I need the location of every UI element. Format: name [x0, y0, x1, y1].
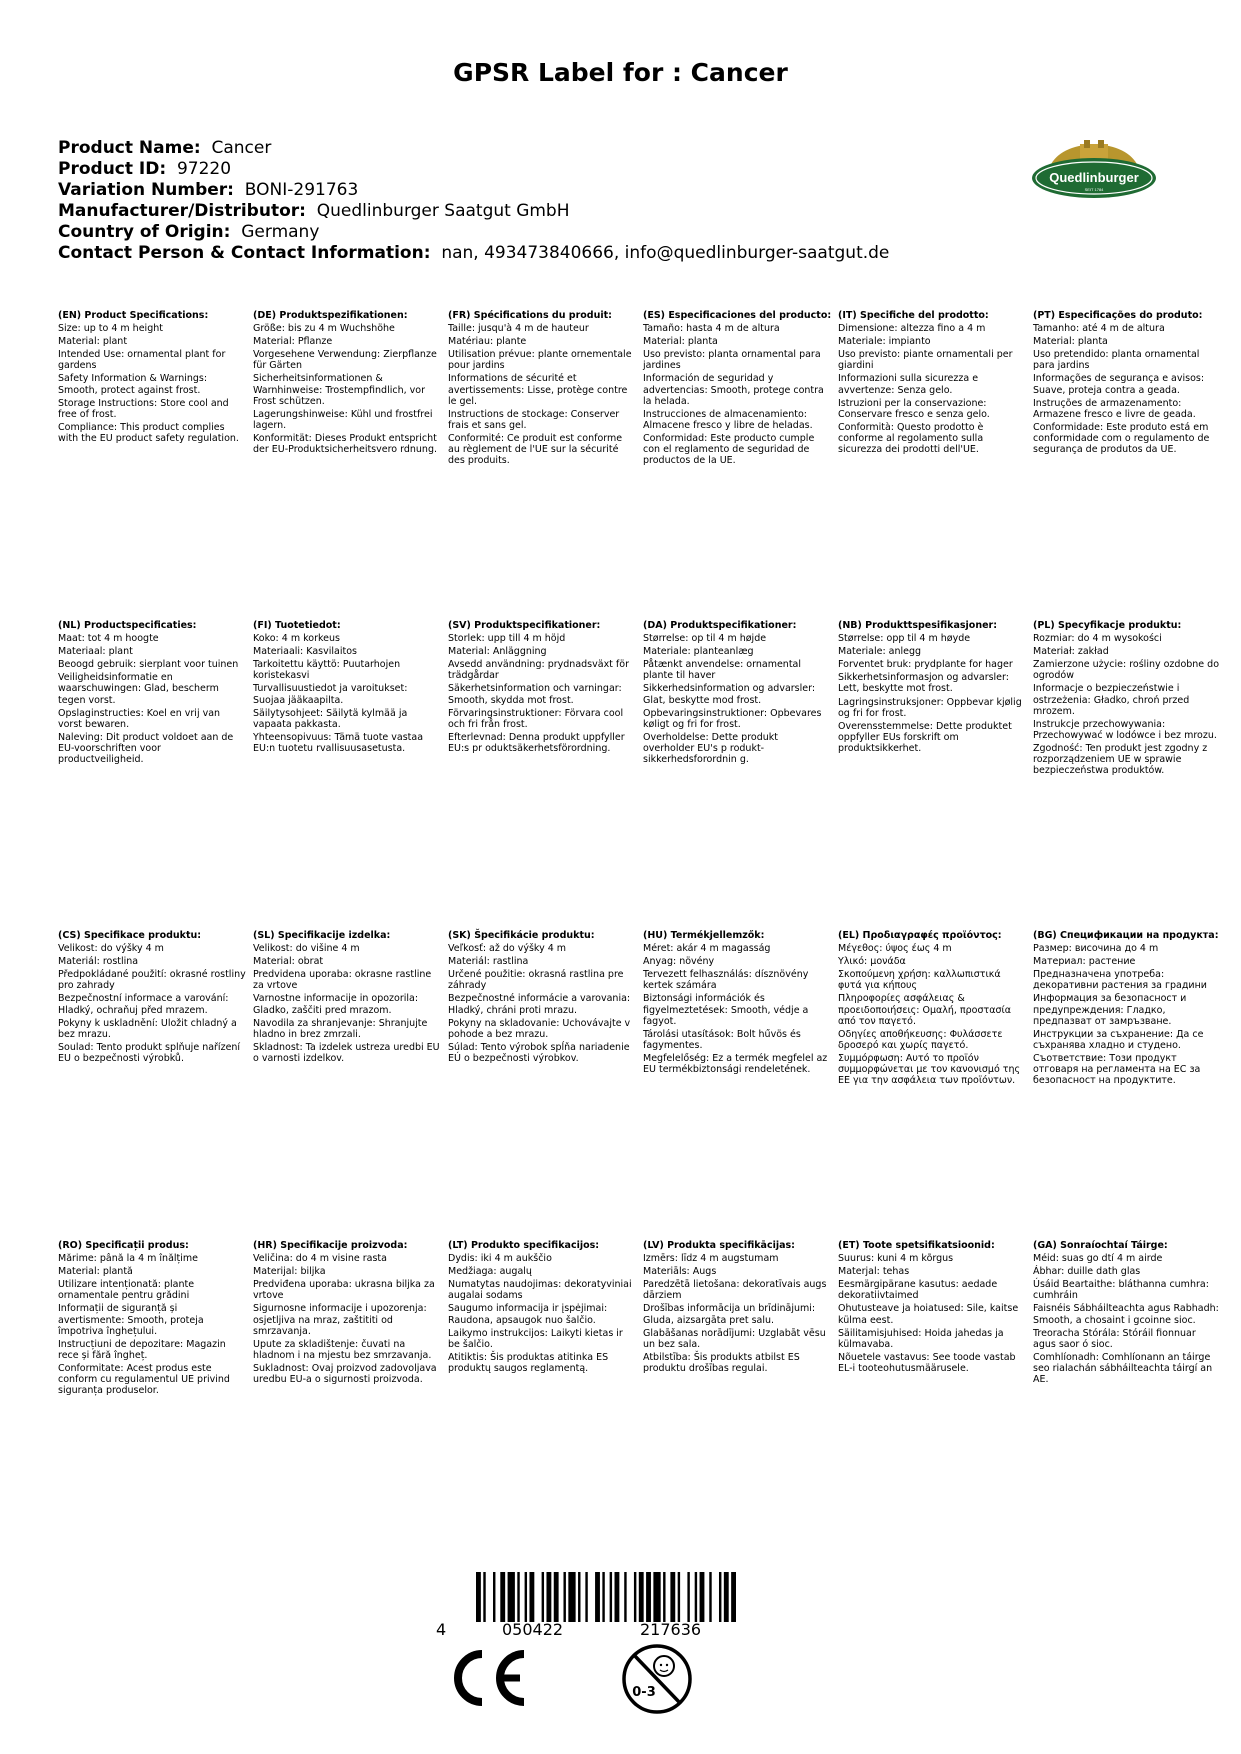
spec-heading: (LT) Produkto specifikacijos: — [448, 1240, 600, 1251]
barcode-bar — [709, 1572, 711, 1622]
spec-line: Οδηγίες αποθήκευσης: Φυλάσσετε δροσερό και χωρίς παγετό. — [838, 1028, 1003, 1051]
spec-line: Biztonsági információk és figyelmeztetések: Smooth, védje a fagyot. — [643, 993, 809, 1027]
spec-line: Tervezett felhasználás: dísznövény kertek számára — [643, 969, 809, 992]
spec-line: Lagringsinstruksjoner: Oppbevar kjølig og fri for frost. — [838, 696, 1022, 719]
spec-line: Předpokládané použití: okrasné rostliny pro zahrady — [58, 969, 246, 992]
spec-line: Velikost: do výšky 4 m — [58, 943, 164, 955]
spec-line: Eesmärgipärane kasutus: aedade dekoratiivtaimed — [838, 1279, 998, 1302]
product-info — [58, 138, 889, 264]
spec-line: Instrucciones de almacenamiento: Almacene fresco y libre de heladas. — [643, 408, 813, 431]
spec-line: Størrelse: opp til 4 m høyde — [838, 633, 971, 645]
spec-line: Navodila za shranjevanje: Shranjujte hladno in brez zmrzali. — [253, 1017, 428, 1040]
spec-line: Instructions de stockage: Conserver frais et sans gel. — [448, 408, 620, 431]
info-value: 97220 — [176, 159, 232, 179]
barcode-bar — [508, 1572, 515, 1622]
spec-line: Beoogd gebruik: sierplant voor tuinen — [58, 659, 239, 671]
page-title: GPSR Label for : Cancer — [453, 58, 788, 87]
spec-line: Información de seguridad y advertencias: Smooth, protege contra la helada. — [643, 373, 824, 407]
age-warning-label: 0-3 — [632, 1685, 656, 1700]
barcode-bar — [546, 1572, 551, 1622]
spec-line: Μέγεθος: ύψος έως 4 m — [838, 943, 952, 955]
barcode-bar — [529, 1572, 534, 1622]
spec-line: Predvidena uporaba: okrasne rastline za vrtove — [253, 969, 432, 992]
spec-block — [58, 310, 246, 444]
spec-line: Faisnéis Sábháilteachta agus Rabhadh: Smooth, a chosaint i gcoinne sioc. — [1033, 1303, 1219, 1326]
spec-line: Drošības informācija un brīdinājumi: Gluda, aizsargāta pret salu. — [643, 1303, 816, 1326]
spec-block — [643, 930, 831, 1075]
spec-line: Größe: bis zu 4 m Wuchshöhe — [253, 323, 395, 335]
spec-line: Предназначена употреба: декоративни растения за градини — [1033, 969, 1207, 992]
info-value: Cancer — [211, 138, 272, 158]
spec-line: Информация за безопасност и предупреждения: Гладко, предпазват от замръзване. — [1033, 993, 1187, 1027]
spec-line: Overholdelse: Dette produkt overholder EU's p roduktsikkerhedsforordnin g. — [643, 731, 778, 766]
spec-line: Conformidade: Este produto está em conformidade com o regulamento de segurança de produtos da UE. — [1033, 421, 1210, 456]
spec-line: Material: Pflanze — [253, 336, 333, 348]
barcode-bar — [634, 1572, 636, 1622]
spec-line: Συμμόρφωση: Αυτό το προϊόν συμμορφώνεται με τον κανονισμό της ΕΕ για την ασφάλεια των προϊόντων. — [838, 1052, 1021, 1087]
spec-line: Určené použitie: okrasná rastlina pre záhrady — [448, 969, 624, 992]
spec-line: Инструкции за съхранение: Да се съхранява хладно и студено. — [1033, 1028, 1204, 1051]
info-label: Manufacturer/Distributor: — [58, 201, 306, 221]
info-row — [58, 201, 889, 222]
spec-heading: (PL) Specyfikacje produktu: — [1033, 620, 1182, 631]
spec-heading: (EN) Product Specifications: — [58, 310, 209, 321]
spec-line: Istruzioni per la conservazione: Conservare fresco e senza gelo. — [838, 397, 990, 420]
info-row — [58, 243, 889, 264]
spec-line: Conformitate: Acest produs este conform cu regulamentul UE privind siguranța produselor. — [58, 1362, 230, 1397]
spec-line: Størrelse: op til 4 m højde — [643, 633, 767, 645]
spec-block — [1033, 620, 1221, 776]
spec-line: Súlad: Tento výrobok spĺňa nariadenie EÚ o bezpečnosti výrobkov. — [448, 1041, 630, 1064]
spec-line: Materiale: impianto — [838, 336, 931, 348]
spec-line: Σκοπούμενη χρήση: καλλωπιστικά φυτά για κήπους — [838, 969, 1001, 992]
spec-block — [58, 620, 246, 765]
barcode-bar — [700, 1572, 705, 1622]
spec-line: Soulad: Tento produkt splňuje nařízení EU o bezpečnosti výrobků. — [58, 1041, 241, 1064]
spec-line: Medžiaga: augalų — [448, 1266, 532, 1278]
spec-block — [1033, 1240, 1221, 1385]
info-row — [58, 180, 889, 201]
spec-line: Uso previsto: planta ornamental para jardines — [643, 349, 821, 372]
spec-line: Съответствие: Този продукт отговаря на регламента на ЕС за безопасност на продуктите. — [1033, 1052, 1201, 1087]
barcode-bar — [624, 1572, 626, 1622]
spec-line: Veličina: do 4 m visine rasta — [253, 1253, 387, 1265]
spec-block — [448, 1240, 636, 1374]
spec-block — [643, 620, 831, 765]
barcode-bar — [731, 1572, 736, 1622]
spec-block — [253, 620, 441, 754]
spec-heading: (SL) Specifikacije izdelka: — [253, 930, 391, 941]
spec-line: Méret: akár 4 m magasság — [643, 943, 771, 955]
spec-line: Tárolási utasítások: Bolt hűvös és fagymentes. — [643, 1028, 801, 1051]
spec-line: Storlek: upp till 4 m höjd — [448, 633, 566, 645]
info-value: Quedlinburger Saatgut GmbH — [316, 201, 570, 221]
barcode-bar — [476, 1572, 481, 1622]
spec-block — [838, 620, 1026, 754]
spec-line: Efterlevnad: Denna produkt uppfyller EU:s pr oduktsäkerhetsförordning. — [448, 731, 625, 754]
spec-line: Uso previsto: piante ornamentali per giardini — [838, 349, 1013, 372]
spec-line: Ohutusteave ja hoiatused: Sile, kaitse külma eest. — [838, 1303, 1019, 1326]
spec-line: Rozmiar: do 4 m wysokości — [1033, 633, 1162, 645]
spec-heading: (DA) Produktspecifikationer: — [643, 620, 797, 631]
spec-block — [253, 930, 441, 1064]
spec-heading: (FI) Tuotetiedot: — [253, 620, 341, 631]
spec-line: Materiāls: Augs — [643, 1266, 717, 1278]
spec-block — [58, 930, 246, 1064]
spec-line: Zamierzone użycie: rośliny ozdobne do ogrodów — [1033, 659, 1220, 682]
spec-line: Material: plant — [58, 336, 128, 348]
spec-line: Méid: suas go dtí 4 m airde — [1033, 1253, 1163, 1265]
spec-line: Forventet bruk: prydplante for hager — [838, 659, 1013, 671]
spec-line: Sigurnosne informacije i upozorenja: osjetljiva na mraz, zaštititi od smrzavanja. — [253, 1303, 427, 1337]
barcode-bar — [568, 1572, 575, 1622]
spec-line: Veiligheidsinformatie en waarschuwingen: Glad, bescherm tegen vorst. — [58, 672, 219, 706]
spec-line: Zgodność: Ten produkt jest zgodny z rozporządzeniem UE w sprawie bezpieczeństwa produktów. — [1033, 742, 1208, 777]
spec-heading: (DE) Produktspezifikationen: — [253, 310, 408, 321]
spec-line: Conformidad: Este producto cumple con el reglamento de seguridad de productos de la UE. — [643, 432, 815, 467]
spec-line: Material: planta — [643, 336, 718, 348]
spec-line: Paredzētā lietošana: dekoratīvais augs dārziem — [643, 1279, 827, 1302]
spec-block — [448, 930, 636, 1064]
spec-line: Conformità: Questo prodotto è conforme al regolamento sulla sicurezza dei prodotti dell'UE. — [838, 421, 984, 456]
spec-line: Säilitamisjuhised: Hoida jahedas ja külmavaba. — [838, 1327, 1004, 1350]
spec-line: Instrucțiuni de depozitare: Magazin rece și fără îngheț. — [58, 1338, 226, 1361]
spec-block — [1033, 310, 1221, 455]
barcode-bar — [687, 1572, 689, 1622]
barcode-bar — [646, 1572, 651, 1622]
barcode — [476, 1572, 736, 1622]
spec-line: Atitiktis: Šis produktas atitinka ES produktų saugos reglamentą. — [448, 1351, 609, 1374]
spec-line: Pokyny na skladovanie: Uchovávajte v pohode a bez mrazu. — [448, 1017, 631, 1040]
spec-line: Materijal: biljka — [253, 1266, 326, 1278]
spec-line: Informacje o bezpieczeństwie i ostrzeżenia: Gładko, chroń przed mrozem. — [1033, 683, 1190, 717]
info-label: Product ID: — [58, 159, 167, 179]
spec-block — [448, 620, 636, 754]
spec-heading: (BG) Спецификации на продукта: — [1033, 930, 1219, 941]
barcode-bar — [517, 1572, 519, 1622]
spec-line: Sicherheitsinformationen & Warnhinweise: Trostempfindlich, vor Frost schützen. — [253, 373, 425, 407]
spec-line: Size: up to 4 m height — [58, 323, 163, 335]
spec-line: Dimensione: altezza fino a 4 m — [838, 323, 986, 335]
spec-line: Ábhar: duille dath glas — [1033, 1266, 1141, 1278]
spec-line: Materiał: zakład — [1033, 646, 1109, 658]
spec-heading: (RO) Specificații produs: — [58, 1240, 189, 1251]
spec-line: Material: planta — [1033, 336, 1108, 348]
barcode-bar — [639, 1572, 644, 1622]
spec-line: Размер: височина до 4 m — [1033, 943, 1159, 955]
spec-line: Maat: tot 4 m hoogte — [58, 633, 159, 645]
spec-line: Laikymo instrukcijos: Laikyti kietas ir be šalčio. — [448, 1327, 623, 1350]
spec-line: Sukladnost: Ovaj proizvod zadovoljava uredbu EU-a o sigurnosti proizvoda. — [253, 1362, 437, 1386]
spec-line: Material: Anläggning — [448, 646, 547, 658]
spec-line: Predviđena uporaba: ukrasna biljka za vrtove — [253, 1279, 435, 1302]
spec-line: Opbevaringsinstruktioner: Opbevares køligt og fri for frost. — [643, 707, 822, 730]
barcode-bar — [493, 1572, 495, 1622]
spec-heading: (ES) Especificaciones del producto: — [643, 310, 832, 321]
spec-heading: (CS) Specifikace produktu: — [58, 930, 202, 941]
spec-line: Safety Information & Warnings: Smooth, protect against frost. — [58, 373, 208, 396]
spec-line: Материал: растение — [1033, 956, 1136, 968]
spec-heading: (GA) Sonraíochtaí Táirge: — [1033, 1240, 1168, 1251]
quedlinburger-logo — [1030, 138, 1158, 204]
spec-line: Skladnost: Ta izdelek ustreza uredbi EU o varnosti izdelkov. — [253, 1041, 440, 1064]
spec-block — [253, 310, 441, 455]
spec-line: Treoracha Stórála: Stóráil fionnuar agus saor ó sioc. — [1033, 1327, 1196, 1350]
spec-line: Koko: 4 m korkeus — [253, 633, 340, 645]
spec-line: Materiale: anlegg — [838, 646, 922, 658]
info-row — [58, 222, 889, 243]
spec-line: Informations de sécurité et avertissements: Lisse, protège contre le gel. — [448, 373, 628, 407]
spec-heading: (NB) Produkttspesifikasjoner: — [838, 620, 998, 631]
spec-line: Materjal: tehas — [838, 1266, 910, 1278]
spec-line: Konformität: Dieses Produkt entspricht der EU-Produktsicherheitsvero rdnung. — [253, 432, 438, 456]
barcode-bar — [563, 1572, 565, 1622]
spec-line: Intended Use: ornamental plant for gardens — [58, 349, 226, 372]
spec-line: Lagerungshinweise: Kühl und frostfrei lagern. — [253, 408, 433, 431]
spec-line: Anyag: növény — [643, 956, 715, 968]
spec-block — [838, 1240, 1026, 1374]
spec-line: Material: plantă — [58, 1266, 133, 1278]
logo-subtext: SEIT 1784 — [1084, 187, 1104, 192]
spec-line: Úsáid Beartaithe: bláthanna cumhra: cumhráin — [1033, 1279, 1209, 1302]
spec-block — [643, 1240, 831, 1374]
spec-line: Compliance: This product complies with the EU product safety regulation. — [58, 421, 239, 444]
spec-line: Avsedd användning: prydnadsväxt för trädgårdar — [448, 659, 629, 682]
spec-block — [253, 1240, 441, 1385]
spec-block — [643, 310, 831, 466]
spec-line: Glabāšanas norādījumi: Uzglabāt vēsu un bez sala. — [643, 1327, 826, 1350]
spec-heading: (IT) Specifiche del prodotto: — [838, 310, 989, 321]
barcode-bar — [615, 1572, 620, 1622]
barcode-bar — [595, 1572, 600, 1622]
info-row — [58, 138, 889, 159]
spec-heading: (HR) Specifikacije proizvoda: — [253, 1240, 408, 1251]
barcode-left-digits: 050422 — [502, 1620, 564, 1639]
spec-line: Tarkoitettu käyttö: Puutarhojen koristekasvi — [253, 659, 401, 682]
spec-block — [838, 310, 1026, 455]
spec-line: Tamaño: hasta 4 m de altura — [643, 323, 780, 335]
spec-block — [1033, 930, 1221, 1086]
barcode-bar — [542, 1572, 544, 1622]
ce-mark-icon — [448, 1648, 530, 1708]
spec-line: Säkerhetsinformation och varningar: Smooth, skydda mot frost. — [448, 683, 622, 706]
spec-line: Pokyny k uskladnění: Uložit chladný a bez mrazu. — [58, 1017, 237, 1040]
spec-line: Turvallisuustiedot ja varoitukset: Suojaa jääkaapilta. — [253, 683, 408, 706]
spec-line: Overensstemmelse: Dette produktet oppfyller EUs forskrift om produktsikkerhet. — [838, 720, 1012, 754]
spec-block — [58, 1240, 246, 1396]
spec-line: Bezpečnostní informace a varování: Hladký, ochraňuj před mrazem. — [58, 993, 229, 1016]
spec-line: Materiál: rostlina — [58, 956, 139, 968]
spec-line: Matériau: plante — [448, 336, 527, 348]
spec-line: Storage Instructions: Store cool and free of frost. — [58, 397, 229, 420]
spec-line: Sikkerhetsinformasjon og advarsler: Lett, beskytte mot frost. — [838, 672, 1009, 695]
spec-line: Påtænkt anvendelse: ornamental plante til haver — [643, 659, 802, 682]
spec-block — [448, 310, 636, 466]
logo-text: Quedlinburger — [1049, 170, 1139, 185]
spec-line: Dydis: iki 4 m aukščio — [448, 1253, 552, 1265]
spec-line: Informazioni sulla sicurezza e avvertenze: Senza gelo. — [838, 373, 979, 396]
spec-line: Varnostne informacije in opozorila: Gladko, zaščiti pred mrazom. — [253, 993, 419, 1016]
spec-line: Nõuetele vastavus: See toode vastab EL-i tooteohutusmäärusele. — [838, 1351, 1016, 1374]
spec-line: Naleving: Dit product voldoet aan de EU-voorschriften voor productveiligheid. — [58, 731, 234, 766]
spec-line: Utilisation prévue: plante ornementale pour jardins — [448, 349, 632, 372]
barcode-bar — [578, 1572, 580, 1622]
info-row — [58, 159, 889, 180]
spec-line: Suurus: kuni 4 m kõrgus — [838, 1253, 954, 1265]
spec-line: Materiaal: plant — [58, 646, 133, 658]
spec-line: Instruções de armazenamento: Armazene fresco e livre de geada. — [1033, 397, 1196, 420]
spec-line: Vorgesehene Verwendung: Zierpflanze für Gärten — [253, 349, 437, 372]
barcode-bar — [695, 1572, 697, 1622]
spec-heading: (PT) Especificações do produto: — [1033, 310, 1203, 321]
spec-line: Υλικό: μονάδα — [838, 956, 906, 968]
barcode-bar — [483, 1572, 485, 1622]
spec-line: Sikkerhedsinformation og advarsler: Glat, beskytte mod frost. — [643, 683, 816, 706]
spec-line: Utilizare intenționată: plante ornamentale pentru grădini — [58, 1279, 195, 1302]
spec-line: Saugumo informacija ir įspėjimai: Raudona, apsaugok nuo šalčio. — [448, 1303, 608, 1326]
barcode-bar — [724, 1572, 729, 1622]
info-label: Contact Person & Contact Information: — [58, 243, 431, 263]
barcode-lead-digit: 4 — [436, 1620, 447, 1639]
spec-line: Izmērs: līdz 4 m augstumam — [643, 1253, 779, 1265]
info-label: Variation Number: — [58, 180, 234, 200]
spec-line: Numatytas naudojimas: dekoratyviniai augalai sodams — [448, 1279, 632, 1302]
spec-line: Mărime: până la 4 m înălțime — [58, 1253, 198, 1265]
spec-heading: (EL) Προδιαγραφές προϊόντος: — [838, 930, 1002, 941]
barcode-bar — [670, 1572, 675, 1622]
barcode-bar — [500, 1572, 505, 1622]
spec-line: Velikost: do višine 4 m — [253, 943, 360, 955]
spec-line: Πληροφορίες ασφάλειας & προειδοποιήσεις: Ομαλή, προστασία από τον παγετό. — [838, 993, 1011, 1027]
spec-line: Förvaringsinstruktioner: Förvara cool och fri från frost. — [448, 707, 624, 730]
spec-line: Veľkosť: až do výšky 4 m — [448, 943, 567, 955]
age-warning-icon — [620, 1642, 694, 1716]
spec-line: Bezpečnostné informácie a varovania: Hladký, chráni proti mrazu. — [448, 993, 631, 1016]
barcode-right-digits: 217636 — [640, 1620, 702, 1639]
spec-heading: (SK) Špecifikácie produktu: — [448, 930, 595, 941]
spec-heading: (ET) Toote spetsifikatsioonid: — [838, 1240, 995, 1251]
spec-line: Tamanho: até 4 m de altura — [1033, 323, 1165, 335]
spec-line: Megfelelőség: Ez a termék megfelel az EU termékbiztonsági rendeletének. — [643, 1052, 828, 1076]
spec-heading: (HU) Termékjellemzők: — [643, 930, 765, 941]
spec-line: Materiaali: Kasvilaitos — [253, 646, 357, 658]
spec-line: Säilytysohjeet: Säilytä kylmää ja vapaata pakkasta. — [253, 707, 408, 730]
spec-line: Materiale: planteanlæg — [643, 646, 754, 658]
spec-line: Instrukcje przechowywania: Przechowywać w lodówce i bez mrozu. — [1033, 718, 1217, 741]
spec-line: Taille: jusqu'à 4 m de hauteur — [448, 323, 589, 335]
barcode-bar — [663, 1572, 665, 1622]
spec-line: Uso pretendido: planta ornamental para jardins — [1033, 349, 1200, 372]
spec-line: Informações de segurança e avisos: Suave, proteja contra a geada. — [1033, 373, 1205, 396]
info-value: BONI-291763 — [244, 180, 359, 200]
spec-line: Comhlíonadh: Comhlíonann an táirge seo rialachán sábháilteachta táirgí an AE. — [1033, 1351, 1213, 1386]
spec-heading: (NL) Productspecificaties: — [58, 620, 197, 631]
info-label: Product Name: — [58, 138, 201, 158]
spec-line: Yhteensopivuus: Tämä tuote vastaa EU:n tuotetu rvallisuusasetusta. — [253, 731, 424, 754]
barcode-bar — [602, 1572, 604, 1622]
info-value: nan, 493473840666, info@quedlinburger-saatgut.de — [441, 243, 890, 263]
spec-line: Material: obrat — [253, 956, 324, 968]
info-value: Germany — [241, 222, 320, 242]
barcode-bar — [678, 1572, 680, 1622]
barcode-bar — [585, 1572, 587, 1622]
spec-line: Conformité: Ce produit est conforme au règlement de l'UE sur la sécurité des produits. — [448, 432, 623, 467]
spec-line: Materiál: rastlina — [448, 956, 529, 968]
barcode-bar — [554, 1572, 559, 1622]
spec-heading: (LV) Produkta specifikācijas: — [643, 1240, 795, 1251]
spec-line: Opslaginstructies: Koel en vrij van vorst bewaren. — [58, 707, 221, 730]
spec-heading: (SV) Produktspecifikationer: — [448, 620, 601, 631]
barcode-bar — [653, 1572, 660, 1622]
info-label: Country of Origin: — [58, 222, 231, 242]
spec-heading: (FR) Spécifications du produit: — [448, 310, 612, 321]
barcode-bar — [610, 1572, 612, 1622]
spec-block — [838, 930, 1026, 1086]
barcode-bar — [719, 1572, 721, 1622]
spec-line: Upute za skladištenje: čuvati na hladnom i na mjestu bez smrzavanja. — [253, 1338, 432, 1361]
barcode-bar — [525, 1572, 527, 1622]
spec-line: Informații de siguranță și avertismente: Smooth, proteja împotriva înghețului. — [58, 1303, 204, 1337]
spec-line: Atbilstība: Šis produkts atbilst ES produktu drošības regulai. — [643, 1351, 800, 1374]
